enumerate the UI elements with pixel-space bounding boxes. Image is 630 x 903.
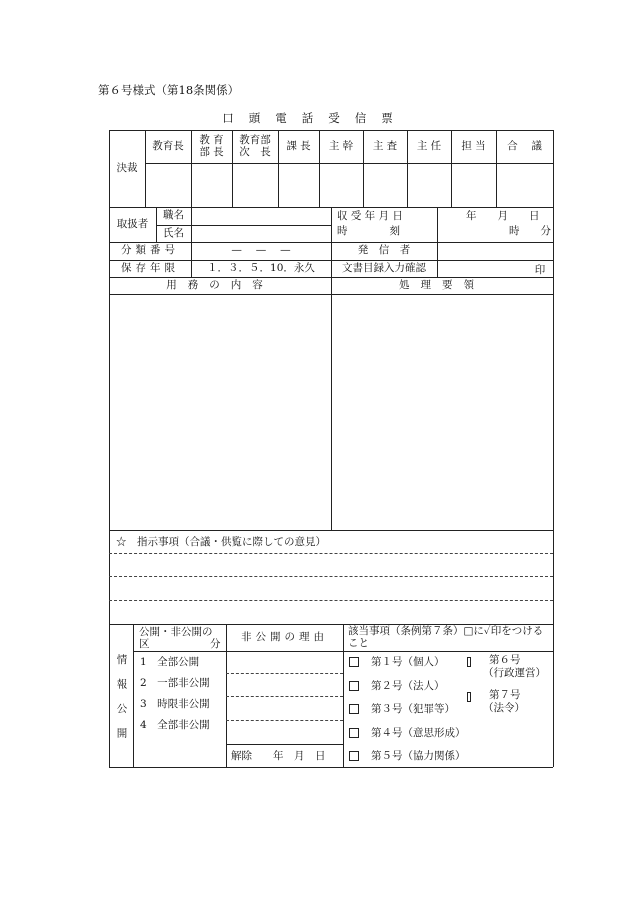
- category-header-right: 分: [210, 637, 221, 650]
- approval-col-inspector: 主 査: [372, 139, 398, 152]
- handler-label: 取扱者: [116, 217, 149, 230]
- category-header-line1: 公開・非公開の: [139, 625, 213, 638]
- business-content-header: 用務の内容: [166, 278, 274, 291]
- release-date-label: 解除 年 月 日: [231, 749, 326, 762]
- clause-6-checkbox[interactable]: [467, 657, 471, 667]
- clause-7-line2: （法令）: [483, 702, 525, 715]
- time-format: 時 分: [509, 225, 551, 238]
- clause-6-checkbox-wrap[interactable]: [467, 654, 483, 670]
- clause-1-checkbox[interactable]: [349, 657, 359, 667]
- clause-6-line2: （行政運営）: [483, 667, 546, 680]
- form-number: 第６号様式（第18条関係）: [98, 83, 240, 97]
- clause-6-line1: 第６号: [489, 654, 521, 667]
- option-full-nondisclosure: 4 全部非公開: [140, 718, 210, 731]
- approval-col-supervisor: 主 任: [416, 139, 442, 152]
- clause-2-checkbox[interactable]: [349, 681, 359, 691]
- approval-col-staff: 担 当: [461, 139, 486, 152]
- clause-3-checkbox[interactable]: [349, 704, 359, 714]
- clause-5[interactable]: [349, 748, 467, 764]
- clause-7-line1: 第７号: [489, 689, 521, 702]
- instructions-label: ☆ 指示事項（合議・供覧に際しての意見）: [116, 535, 326, 548]
- clause-4-checkbox[interactable]: [349, 728, 359, 738]
- position-label: 職名: [163, 209, 184, 222]
- category-header-left: 区: [139, 637, 150, 650]
- date-format: 年 月 日: [466, 210, 540, 223]
- approval-col-section-chief: 課 長: [286, 139, 311, 152]
- approval-col-dept-head: 教 育 部 長: [199, 134, 224, 158]
- retention-value: １．３．５．10．永久: [207, 261, 315, 274]
- reason-header: 非公開の理由: [241, 630, 328, 643]
- form-title: 口頭電話受信票: [222, 111, 408, 125]
- clause-5-label: 第５号（協力関係）: [371, 749, 466, 762]
- clause-1[interactable]: [349, 654, 467, 670]
- name-label: 氏名: [163, 226, 184, 239]
- clause-4[interactable]: [349, 725, 467, 741]
- clause-4-label: 第４号（意思形成）: [371, 726, 466, 739]
- disclosure-side-label: 情報公開: [115, 654, 128, 752]
- approval-header-line: [145, 163, 553, 164]
- clause-7-checkbox[interactable]: [467, 692, 471, 702]
- seal-mark: 印: [534, 263, 546, 276]
- option-time-limited-nondisclosure: 3 時限非公開: [140, 697, 210, 710]
- classification-value: — — —: [231, 244, 291, 257]
- clause-header: 該当事項（条例第７条）□に✓印をつけること: [348, 625, 544, 650]
- approval-col-manager: 主 幹: [328, 139, 354, 152]
- clause-1-label: 第１号（個人）: [371, 655, 445, 668]
- retention-label: 保存年限: [121, 261, 179, 274]
- clause-2-label: 第２号（法人）: [371, 679, 445, 692]
- border-bottom: [109, 767, 553, 768]
- clause-2[interactable]: [349, 678, 467, 694]
- approval-col-consultation: 合 議: [507, 139, 542, 152]
- clause-5-checkbox[interactable]: [349, 751, 359, 761]
- approval-col-deputy-head: 教育部 次 長: [239, 134, 271, 158]
- approval-label: 決裁: [116, 161, 138, 174]
- received-time-label: 時 刻: [337, 225, 400, 238]
- clause-3-label: 第３号（犯罪等）: [371, 702, 455, 715]
- clause-7-checkbox-wrap[interactable]: [467, 689, 483, 705]
- processing-header: 処理要領: [399, 278, 485, 291]
- received-date-label: 収 受 年 月 日: [337, 210, 403, 223]
- registry-check-label: 文書目録入力確認: [342, 261, 426, 274]
- clause-3[interactable]: [349, 701, 467, 717]
- border-right: [553, 130, 554, 767]
- approval-col-superintendent: 教育長: [152, 139, 184, 152]
- sender-label: 発 信 者: [357, 244, 411, 257]
- option-partial-nondisclosure: 2 一部非公開: [140, 676, 210, 689]
- option-full-disclosure: 1 全部公開: [140, 655, 200, 668]
- classification-label: 分類番号: [121, 244, 179, 257]
